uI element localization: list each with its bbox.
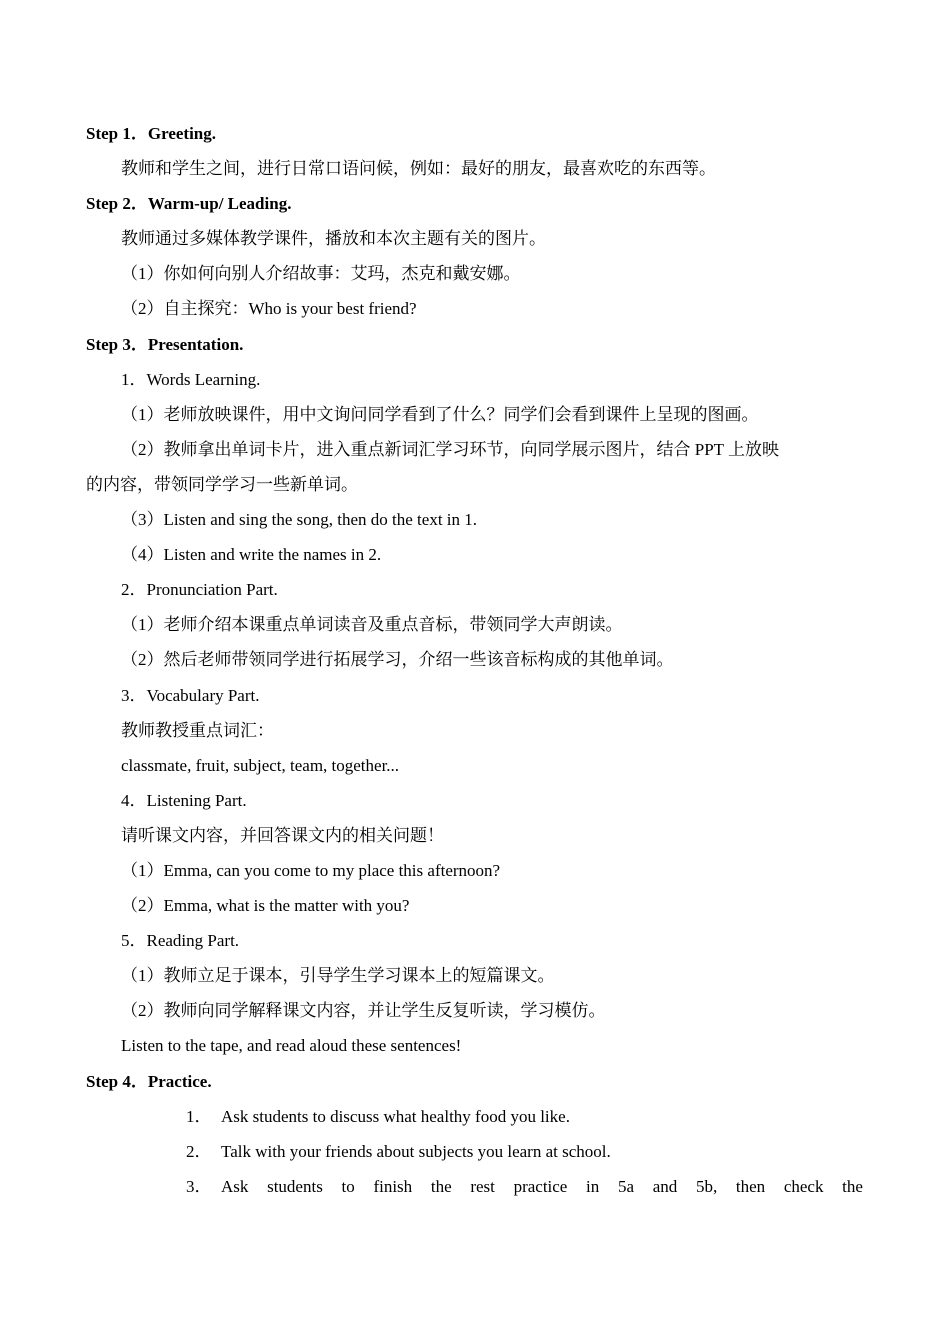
practice-word: then xyxy=(735,1177,766,1196)
practice-word: students xyxy=(267,1177,323,1196)
step4-heading: Step 4．Practice. xyxy=(86,1072,212,1091)
practice-item-text: Ask students to discuss what healthy food you like. xyxy=(221,1107,570,1126)
pronunciation-item-2: （2）然后老师带领同学进行拓展学习，介绍一些该音标构成的其他单词。 xyxy=(121,650,674,669)
vocabulary-intro: 教师教授重点词汇： xyxy=(121,721,274,740)
words-item-4: （4）Listen and write the names in 2. xyxy=(121,545,382,564)
listening-title: 4．Listening Part. xyxy=(121,791,247,810)
practice-item-text: Talk with your friends about subjects you learn at school. xyxy=(221,1142,611,1161)
pronunciation-item-1: （1）老师介绍本课重点单词读音及重点音标，带领同学大声朗读。 xyxy=(121,615,623,634)
reading-item-3: Listen to the tape, and read aloud these sentences! xyxy=(121,1036,462,1055)
practice-item-number: 1． xyxy=(186,1107,212,1126)
practice-word: the xyxy=(842,1177,863,1196)
listening-intro: 请听课文内容，并回答课文内的相关问题！ xyxy=(121,826,444,845)
practice-word: Ask xyxy=(221,1177,249,1196)
practice-word: practice xyxy=(513,1177,568,1196)
step1-heading: Step 1．Greeting. xyxy=(86,124,217,143)
pronunciation-title: 2．Pronunciation Part. xyxy=(121,580,278,599)
words-item-2-line-1: （2）教师拿出单词卡片，进入重点新词汇学习环节，向同学展示图片，结合 PPT 上放映 xyxy=(121,440,779,459)
practice-word: finish xyxy=(373,1177,413,1196)
step3-heading: Step 3．Presentation. xyxy=(86,335,244,354)
reading-item-2: （2）教师向同学解释课文内容，并让学生反复听读，学习模仿。 xyxy=(121,1001,606,1020)
vocabulary-title: 3．Vocabulary Part. xyxy=(121,686,260,705)
practice-item-text xyxy=(221,1176,863,1198)
reading-title: 5．Reading Part. xyxy=(121,931,240,950)
words-item-3: （3）Listen and sing the song, then do the text in 1. xyxy=(121,510,478,529)
words-item-1: （1）老师放映课件，用中文询问同学看到了什么？同学们会看到课件上呈现的图画。 xyxy=(121,405,759,424)
practice-word: check xyxy=(783,1177,824,1196)
practice-word: rest xyxy=(470,1177,495,1196)
step1-body: 教师和学生之间，进行日常口语问候，例如：最好的朋友，最喜欢吃的东西等。 xyxy=(121,159,716,178)
practice-word: in xyxy=(586,1177,600,1196)
step2-heading: Step 2．Warm-up/ Leading. xyxy=(86,194,292,213)
words-learning-title: 1．Words Learning. xyxy=(121,370,261,389)
practice-word: 5b, xyxy=(695,1177,718,1196)
practice-item-number: 2． xyxy=(186,1142,212,1161)
words-item-2-line-2: 的内容，带领同学学习一些新单词。 xyxy=(86,475,358,494)
practice-word: the xyxy=(430,1177,452,1196)
vocabulary-words: classmate, fruit, subject, team, together... xyxy=(121,756,400,775)
reading-item-1: （1）教师立足于课本，引导学生学习课本上的短篇课文。 xyxy=(121,966,555,985)
step2-item-2: （2）自主探究：Who is your best friend? xyxy=(121,299,417,318)
practice-word: 5a xyxy=(617,1177,635,1196)
step2-body: 教师通过多媒体教学课件，播放和本次主题有关的图片。 xyxy=(121,229,546,248)
practice-word: and xyxy=(652,1177,678,1196)
listening-item-1: （1）Emma, can you come to my place this afternoon? xyxy=(121,861,501,880)
step2-item-1: （1）你如何向别人介绍故事：艾玛，杰克和戴安娜。 xyxy=(121,264,521,283)
practice-word: to xyxy=(341,1177,355,1196)
listening-item-2: （2）Emma, what is the matter with you? xyxy=(121,896,410,915)
practice-item-number: 3． xyxy=(186,1177,212,1196)
